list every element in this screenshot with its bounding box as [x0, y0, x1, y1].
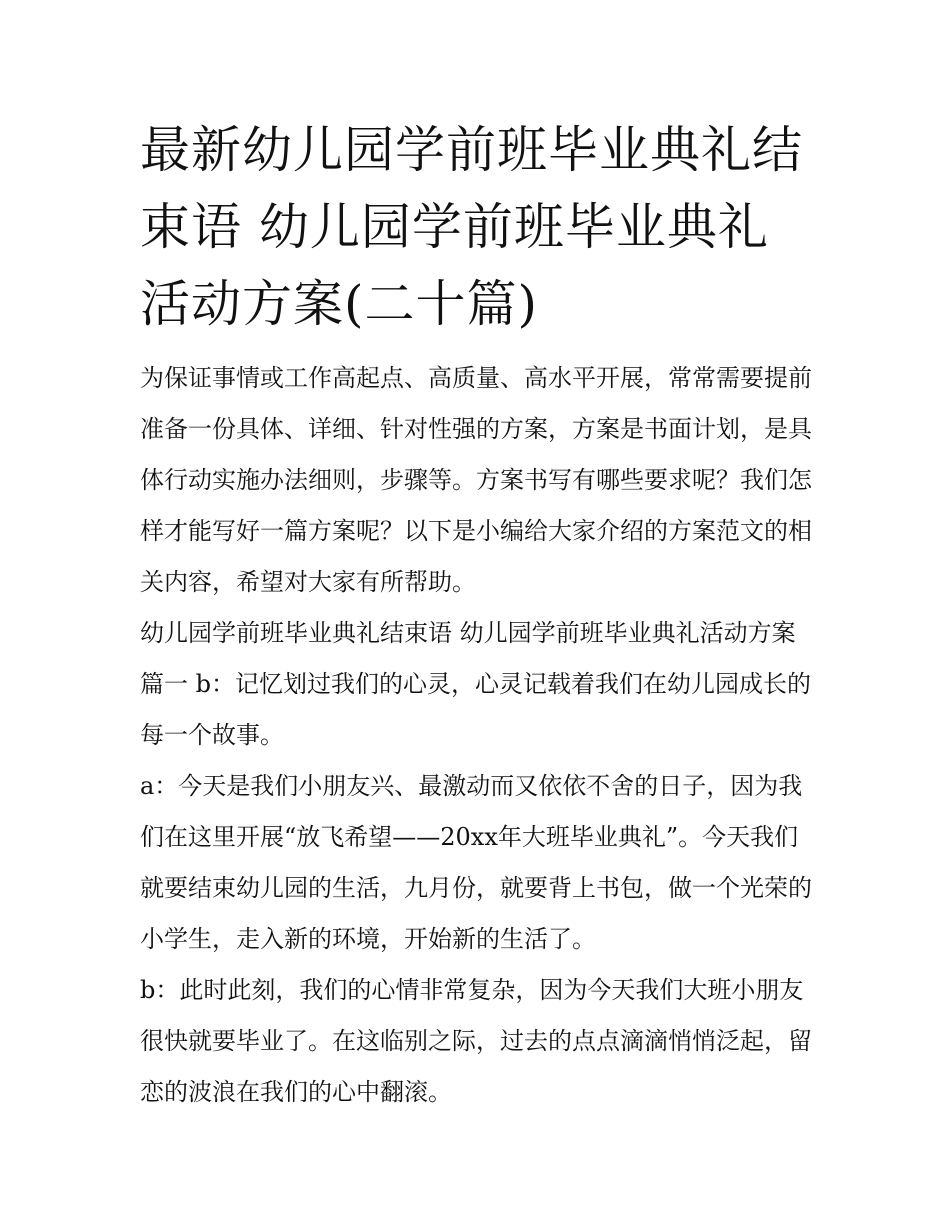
speaker-a-paragraph: a：今天是我们小朋友兴、最激动而又依依不舍的日子，因为我们在这里开展“放飞希望——20xx年大班毕业典礼”。今天我们就要结束幼儿园的生活，九月份，就要背上书包，做一个光荣的小学生，走入新的环境，开始新的生活了。 — [140, 772, 812, 953]
title-spacer — [140, 343, 812, 353]
section-heading-paragraph: 幼儿园学前班毕业典礼结束语 幼儿园学前班毕业典礼活动方案篇一 b：记忆划过我们的心灵，心灵记载着我们在幼儿园成长的每一个故事。 — [140, 619, 811, 749]
intro-paragraph: 为保证事情或工作高起点、高质量、高水平开展，常常需要提前准备一份具体、详细、针对性强的方案，方案是书面计划，是具体行动实施办法细则，步骤等。方案书写有哪些要求呢？我们怎样才能写好一篇方案呢？以下是小编给大家介绍的方案范文的相关内容，希望对大家有所帮助。 — [140, 364, 812, 596]
document-title: 最新幼儿园学前班毕业典礼结束语 幼儿园学前班毕业典礼活动方案(二十篇) — [140, 121, 803, 333]
speaker-b-paragraph: b：此时此刻，我们的心情非常复杂，因为今天我们大班小朋友很快就要毕业了。在这临别之际，过去的点点滴滴悄悄泛起，留恋的波浪在我们的心中翻滚。 — [140, 976, 812, 1106]
document-page — [140, 112, 812, 1118]
